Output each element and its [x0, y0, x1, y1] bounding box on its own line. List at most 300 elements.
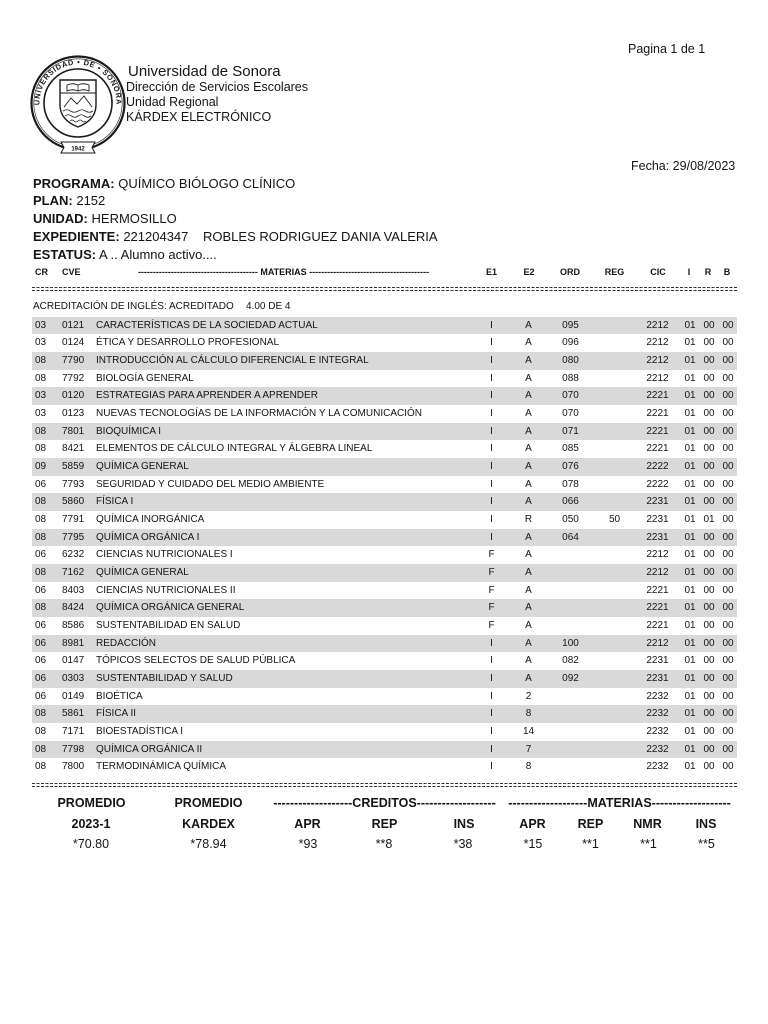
header-b: B: [723, 266, 731, 277]
cve-cell: 8403: [62, 584, 85, 596]
r-cell: 00: [703, 354, 715, 366]
e1-cell: I: [490, 761, 493, 773]
cve-cell: 8421: [62, 443, 85, 455]
table-row: [32, 705, 737, 723]
r-cell: 00: [703, 761, 715, 773]
table-row: [32, 317, 737, 335]
plan-label: PLAN:: [33, 192, 73, 208]
i-cell: 01: [684, 337, 696, 349]
cic-cell: 2232: [646, 708, 669, 720]
e1-cell: F: [488, 566, 495, 578]
cr-cell: 06: [35, 637, 47, 649]
status-line: [33, 247, 217, 262]
cic-cell: 2221: [646, 390, 669, 402]
i-cell: 01: [684, 725, 696, 737]
r-cell: 00: [703, 690, 715, 702]
cr-cell: 08: [35, 354, 47, 366]
e1-cell: I: [490, 690, 493, 702]
cve-cell: 7793: [62, 478, 85, 490]
materia-cell: QUÍMICA ORGÁNICA II: [96, 743, 203, 755]
e1-cell: I: [490, 513, 493, 525]
table-row: [32, 582, 737, 600]
cve-cell: 8981: [62, 637, 85, 649]
credits-ins-value: *38: [453, 836, 473, 851]
unit-line: [33, 211, 177, 226]
ord-cell: 080: [562, 354, 579, 366]
e2-cell: 8: [525, 708, 532, 720]
ord-cell: 071: [562, 425, 579, 437]
table-row: [32, 440, 737, 458]
table-row: [32, 370, 737, 388]
table-row: [32, 458, 737, 476]
r-cell: 00: [703, 725, 715, 737]
cic-cell: 2231: [646, 531, 669, 543]
table-row: [32, 688, 737, 706]
reg-cell: 50: [608, 513, 621, 525]
ord-cell: 070: [562, 390, 579, 402]
materia-cell: ELEMENTOS DE CÁLCULO INTEGRAL Y ÁLGEBRA LINEAL: [96, 443, 373, 455]
cic-cell: 2212: [646, 566, 669, 578]
table-row: [32, 529, 737, 547]
table-row: [32, 564, 737, 582]
b-cell: 00: [722, 443, 734, 455]
seal-year-ribbon: [61, 142, 95, 153]
cve-cell: 7790: [62, 354, 85, 366]
cic-cell: 2222: [646, 460, 669, 472]
header-materias: ---------------------------------------- MATERIAS ----------------------------------------: [137, 266, 430, 277]
table-row: [32, 617, 737, 635]
table-row: [32, 334, 737, 352]
i-cell: 01: [684, 531, 696, 543]
e2-cell: A: [525, 372, 532, 384]
plan-line: [33, 193, 105, 208]
e1-cell: F: [488, 619, 495, 631]
e1-cell: I: [490, 708, 493, 720]
materia-cell: QUÍMICA INORGÁNICA: [96, 513, 205, 525]
seal-year: 1942: [71, 146, 85, 153]
r-cell: 00: [703, 584, 715, 596]
table-row: [32, 723, 737, 741]
ord-cell: 076: [562, 460, 579, 472]
header-ord: ORD: [560, 266, 580, 277]
cve-cell: 0149: [62, 690, 85, 702]
e1-cell: I: [490, 655, 493, 667]
i-cell: 01: [684, 690, 696, 702]
e1-cell: I: [490, 743, 493, 755]
english-accreditation-status: ACREDITACIÓN DE INGLÉS: ACREDITADO: [33, 301, 234, 312]
materia-cell: BIOLOGÍA GENERAL: [96, 372, 194, 384]
materia-cell: BIOÉTICA: [96, 690, 143, 702]
r-cell: 00: [703, 407, 715, 419]
r-cell: 00: [703, 337, 715, 349]
cic-cell: 2212: [646, 337, 669, 349]
i-cell: 01: [684, 708, 696, 720]
e1-cell: I: [490, 478, 493, 490]
ord-cell: 085: [562, 443, 579, 455]
student-name: ROBLES RODRIGUEZ DANIA VALERIA: [203, 228, 438, 244]
e2-cell: A: [525, 637, 532, 649]
b-cell: 00: [722, 566, 734, 578]
status-label: ESTATUS:: [33, 246, 97, 262]
header-cr: CR: [35, 266, 48, 277]
materia-cell: INTRODUCCIÓN AL CÁLCULO DIFERENCIAL E INTEGRAL: [96, 354, 369, 366]
materia-cell: CIENCIAS NUTRICIONALES II: [96, 584, 236, 596]
subjects-ins-label: INS: [695, 816, 717, 831]
materia-cell: QUÍMICA ORGÁNICA GENERAL: [96, 602, 245, 614]
table-row: [32, 546, 737, 564]
b-cell: 00: [722, 602, 734, 614]
seal-ring-text: UNIVERSIDAD • DE • SONORA: [32, 57, 124, 106]
ord-cell: 096: [562, 337, 579, 349]
r-cell: 00: [703, 708, 715, 720]
table-row: [32, 423, 737, 441]
document-title: KÁRDEX ELECTRÓNICO: [126, 110, 272, 124]
i-cell: 01: [684, 425, 696, 437]
b-cell: 00: [722, 354, 734, 366]
header-cic: CIC: [650, 266, 666, 277]
header-i: I: [687, 266, 691, 277]
cic-cell: 2231: [646, 655, 669, 667]
e1-cell: I: [490, 725, 493, 737]
cr-cell: 08: [35, 443, 47, 455]
table-row: [32, 758, 737, 776]
r-cell: 00: [703, 496, 715, 508]
cve-cell: 5859: [62, 460, 85, 472]
subjects-nmr-label: NMR: [633, 816, 662, 831]
cic-cell: 2231: [646, 513, 669, 525]
r-cell: 00: [703, 619, 715, 631]
cve-cell: 8586: [62, 619, 85, 631]
cr-cell: 08: [35, 708, 47, 720]
table-row: [32, 635, 737, 653]
cic-cell: 2212: [646, 319, 669, 331]
materia-cell: TÓPICOS SELECTOS DE SALUD PÚBLICA: [96, 655, 296, 667]
cic-cell: 2212: [646, 354, 669, 366]
materia-cell: REDACCIÓN: [96, 637, 157, 649]
cr-cell: 08: [35, 496, 47, 508]
cr-cell: 08: [35, 372, 47, 384]
materia-cell: QUÍMICA GENERAL: [96, 460, 189, 472]
materia-cell: SUSTENTABILIDAD EN SALUD: [96, 619, 241, 631]
e2-cell: 14: [522, 725, 535, 737]
i-cell: 01: [684, 566, 696, 578]
cr-cell: 03: [35, 407, 47, 419]
i-cell: 01: [684, 549, 696, 561]
r-cell: 01: [703, 513, 715, 525]
unit-value: HERMOSILLO: [91, 210, 177, 226]
header-cve: CVE: [62, 266, 81, 277]
cr-cell: 06: [35, 584, 47, 596]
e2-cell: A: [525, 407, 532, 419]
header-divider: [32, 287, 737, 291]
cve-cell: 7800: [62, 761, 85, 773]
subjects-apr-value: *15: [523, 836, 543, 851]
report-date: Fecha: 29/08/2023: [631, 159, 736, 173]
page-number-label: Pagina 1 de 1: [628, 42, 706, 56]
materia-cell: SEGURIDAD Y CUIDADO DEL MEDIO AMBIENTE: [96, 478, 325, 490]
ord-cell: 092: [562, 672, 579, 684]
i-cell: 01: [684, 319, 696, 331]
cve-cell: 7792: [62, 372, 85, 384]
cr-cell: 09: [35, 460, 47, 472]
cr-cell: 08: [35, 743, 47, 755]
seal-shield: [60, 80, 96, 127]
e1-cell: I: [490, 407, 493, 419]
i-cell: 01: [684, 655, 696, 667]
cic-cell: 2221: [646, 619, 669, 631]
program-label: PROGRAMA:: [33, 175, 115, 191]
ord-cell: 078: [562, 478, 579, 490]
r-cell: 00: [703, 460, 715, 472]
materia-cell: ESTRATEGIAS PARA APRENDER A APRENDER: [96, 390, 318, 402]
ord-cell: 082: [562, 655, 579, 667]
b-cell: 00: [722, 531, 734, 543]
i-cell: 01: [684, 443, 696, 455]
e2-cell: A: [525, 672, 532, 684]
cr-cell: 06: [35, 655, 47, 667]
materia-cell: QUÍMICA ORGÁNICA I: [96, 531, 200, 543]
e2-cell: A: [525, 478, 532, 490]
status-value: A .. Alumno activo....: [98, 246, 217, 262]
cic-cell: 2221: [646, 407, 669, 419]
e2-cell: A: [525, 337, 532, 349]
expediente-line: [33, 229, 188, 244]
r-cell: 00: [703, 566, 715, 578]
cr-cell: 06: [35, 478, 47, 490]
cr-cell: 03: [35, 390, 47, 402]
table-row: [32, 511, 737, 529]
program-line: [33, 176, 295, 191]
e1-cell: I: [490, 637, 493, 649]
table-row: [32, 476, 737, 494]
i-cell: 01: [684, 602, 696, 614]
cr-cell: 08: [35, 531, 47, 543]
e2-cell: 8: [525, 761, 532, 773]
university-seal-logo: [28, 53, 128, 156]
r-cell: 00: [703, 637, 715, 649]
e2-cell: A: [525, 566, 532, 578]
e2-cell: R: [524, 513, 533, 525]
e2-cell: A: [525, 584, 532, 596]
b-cell: 00: [722, 337, 734, 349]
e2-cell: A: [525, 531, 532, 543]
cve-cell: 7795: [62, 531, 85, 543]
materia-cell: TERMODINÁMICA QUÍMICA: [96, 761, 227, 773]
cr-cell: 06: [35, 672, 47, 684]
cic-cell: 2222: [646, 478, 669, 490]
summary-divider: [32, 783, 737, 787]
b-cell: 00: [722, 407, 734, 419]
b-cell: 00: [722, 319, 734, 331]
r-cell: 00: [703, 531, 715, 543]
cic-cell: 2221: [646, 425, 669, 437]
kardex-average-value: *78.94: [190, 836, 227, 851]
cve-cell: 0120: [62, 390, 85, 402]
table-row: [32, 493, 737, 511]
cr-cell: 06: [35, 549, 47, 561]
b-cell: 00: [722, 496, 734, 508]
cic-cell: 2232: [646, 743, 669, 755]
credits-header: -------------------CREDITOS-------------------: [273, 795, 496, 810]
materia-cell: QUÍMICA GENERAL: [96, 566, 189, 578]
header-r: R: [704, 266, 712, 277]
subjects-header: -------------------MATERIAS-------------------: [508, 795, 731, 810]
b-cell: 00: [722, 761, 734, 773]
e1-cell: F: [488, 602, 495, 614]
e2-cell: A: [525, 443, 532, 455]
i-cell: 01: [684, 672, 696, 684]
i-cell: 01: [684, 584, 696, 596]
materia-cell: ÉTICA Y DESARROLLO PROFESIONAL: [96, 337, 280, 349]
materia-cell: BIOESTADÍSTICA I: [96, 725, 184, 737]
e2-cell: A: [525, 549, 532, 561]
kardex-average-label: PROMEDIO: [174, 795, 243, 810]
plan-value: 2152: [76, 192, 106, 208]
cr-cell: 08: [35, 602, 47, 614]
table-row: [32, 387, 737, 405]
cic-cell: 2232: [646, 761, 669, 773]
e1-cell: I: [490, 337, 493, 349]
regional-unit: Unidad Regional: [126, 95, 219, 109]
credits-apr-value: *93: [298, 836, 318, 851]
b-cell: 00: [722, 513, 734, 525]
e2-cell: A: [525, 602, 532, 614]
table-row: [32, 670, 737, 688]
cic-cell: 2231: [646, 672, 669, 684]
subjects-rep-label: REP: [577, 816, 604, 831]
i-cell: 01: [684, 619, 696, 631]
program-value: QUÍMICO BIÓLOGO CLÍNICO: [118, 175, 296, 191]
cr-cell: 03: [35, 319, 47, 331]
e1-cell: I: [490, 319, 493, 331]
cve-cell: 7801: [62, 425, 85, 437]
materia-cell: CIENCIAS NUTRICIONALES I: [96, 549, 233, 561]
i-cell: 01: [684, 407, 696, 419]
b-cell: 00: [722, 672, 734, 684]
cve-cell: 0147: [62, 655, 85, 667]
e2-cell: A: [525, 354, 532, 366]
b-cell: 00: [722, 743, 734, 755]
cr-cell: 08: [35, 761, 47, 773]
ord-cell: 095: [562, 319, 579, 331]
cve-cell: 7162: [62, 566, 85, 578]
e1-cell: I: [490, 672, 493, 684]
r-cell: 00: [703, 743, 715, 755]
e1-cell: I: [490, 372, 493, 384]
b-cell: 00: [722, 619, 734, 631]
b-cell: 00: [722, 372, 734, 384]
table-row: [32, 741, 737, 759]
cr-cell: 03: [35, 337, 47, 349]
credits-ins-label: INS: [453, 816, 475, 831]
i-cell: 01: [684, 460, 696, 472]
subjects-ins-value: **5: [698, 836, 715, 851]
cic-cell: 2221: [646, 584, 669, 596]
term-average-label: PROMEDIO: [57, 795, 126, 810]
cve-cell: 5861: [62, 708, 85, 720]
table-row: [32, 352, 737, 370]
cve-cell: 7171: [62, 725, 85, 737]
r-cell: 00: [703, 425, 715, 437]
cve-cell: 5860: [62, 496, 85, 508]
cic-cell: 2232: [646, 725, 669, 737]
expediente-label: EXPEDIENTE:: [33, 228, 120, 244]
b-cell: 00: [722, 478, 734, 490]
cic-cell: 2231: [646, 496, 669, 508]
cr-cell: 08: [35, 425, 47, 437]
cr-cell: 06: [35, 690, 47, 702]
e1-cell: I: [490, 443, 493, 455]
cve-cell: 6232: [62, 549, 85, 561]
credits-rep-label: REP: [371, 816, 398, 831]
r-cell: 00: [703, 390, 715, 402]
e1-cell: I: [490, 390, 493, 402]
term-average-value: *70.80: [72, 836, 110, 851]
i-cell: 01: [684, 496, 696, 508]
expediente-number: 221204347: [123, 228, 189, 244]
university-name: Universidad de Sonora: [128, 62, 281, 80]
department-name: Dirección de Servicios Escolares: [126, 80, 309, 94]
ord-cell: 064: [562, 531, 579, 543]
materia-cell: NUEVAS TECNOLOGÍAS DE LA INFORMACIÓN Y LA COMUNICACIÓN: [96, 407, 422, 419]
e2-cell: 7: [525, 743, 532, 755]
e1-cell: I: [490, 354, 493, 366]
e1-cell: F: [488, 584, 495, 596]
e2-cell: A: [525, 319, 532, 331]
ord-cell: 066: [562, 496, 579, 508]
r-cell: 00: [703, 602, 715, 614]
e2-cell: 2: [525, 690, 532, 702]
cve-cell: 0121: [62, 319, 85, 331]
materia-cell: FÍSICA II: [96, 708, 137, 720]
i-cell: 01: [684, 761, 696, 773]
cve-cell: 0123: [62, 407, 85, 419]
cve-cell: 8424: [62, 602, 85, 614]
table-header: [0, 267, 768, 278]
subjects-nmr-value: **1: [640, 836, 657, 851]
table-row: [32, 405, 737, 423]
header-reg: REG: [604, 266, 625, 277]
i-cell: 01: [684, 372, 696, 384]
credits-rep-value: **8: [375, 836, 393, 851]
e1-cell: I: [490, 425, 493, 437]
header-e1: E1: [485, 266, 497, 277]
subjects-apr-label: APR: [519, 816, 546, 831]
b-cell: 00: [722, 708, 734, 720]
cic-cell: 2212: [646, 372, 669, 384]
r-cell: 00: [703, 672, 715, 684]
e1-cell: I: [490, 496, 493, 508]
table-row: [32, 599, 737, 617]
ord-cell: 100: [562, 637, 579, 649]
r-cell: 00: [703, 372, 715, 384]
table-row: [32, 652, 737, 670]
e2-cell: A: [525, 460, 532, 472]
b-cell: 00: [722, 655, 734, 667]
ord-cell: 070: [562, 407, 579, 419]
cic-cell: 2232: [646, 690, 669, 702]
i-cell: 01: [684, 390, 696, 402]
b-cell: 00: [722, 390, 734, 402]
e2-cell: A: [525, 655, 532, 667]
b-cell: 00: [722, 584, 734, 596]
b-cell: 00: [722, 690, 734, 702]
i-cell: 01: [684, 743, 696, 755]
materia-cell: BIOQUÍMICA I: [96, 425, 162, 437]
r-cell: 00: [703, 655, 715, 667]
cr-cell: 08: [35, 513, 47, 525]
kardex-label: KARDEX: [182, 816, 235, 831]
